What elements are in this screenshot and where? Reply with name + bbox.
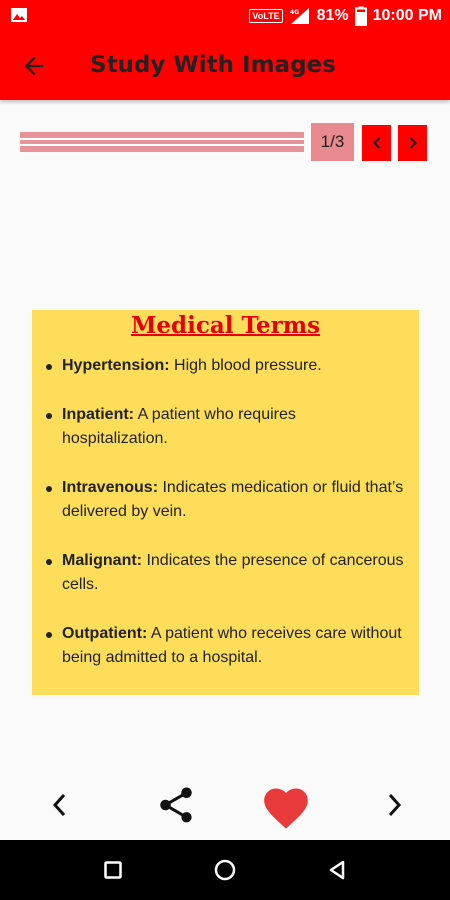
list-item xyxy=(46,549,406,597)
circle-icon xyxy=(214,859,236,881)
status-indicators xyxy=(249,0,442,32)
term-name: Hypertension: xyxy=(62,357,170,374)
list-item xyxy=(46,354,406,378)
term-name: Malignant: xyxy=(62,552,142,569)
list-item xyxy=(46,403,406,451)
recents-button[interactable] xyxy=(97,854,129,886)
share-button[interactable] xyxy=(152,781,200,829)
chevron-left-icon xyxy=(369,135,385,151)
share-icon xyxy=(155,784,197,826)
list-item xyxy=(46,622,406,670)
term-name: Outpatient: xyxy=(62,625,148,642)
term-definition: Indicates medication or fluid that’s delivered by vein. xyxy=(62,479,404,520)
favorite-button[interactable] xyxy=(258,781,314,831)
chevron-right-icon xyxy=(384,791,404,819)
triangle-back-icon xyxy=(327,860,347,880)
term-definition: A patient who requires hospitalization. xyxy=(62,406,296,447)
square-icon xyxy=(104,861,122,879)
next-image-button[interactable] xyxy=(398,125,427,161)
next-button[interactable] xyxy=(378,787,410,823)
chevron-left-icon xyxy=(50,791,70,819)
terms-list xyxy=(46,354,406,695)
heart-icon xyxy=(259,782,313,830)
back-button[interactable] xyxy=(20,52,48,80)
battery-percent: 81% xyxy=(316,7,349,24)
app-bar xyxy=(0,32,450,100)
arrow-back-icon xyxy=(20,52,48,80)
term-definition: High blood pressure. xyxy=(169,357,322,374)
system-back-button[interactable] xyxy=(321,854,353,886)
gallery-notification-icon xyxy=(10,7,28,23)
bottom-action-bar xyxy=(0,775,450,835)
page-counter: 1/3 xyxy=(311,123,354,161)
progress-bar xyxy=(20,132,304,152)
status-bar xyxy=(0,0,450,32)
card-title: Medical Terms xyxy=(130,312,321,339)
home-button[interactable] xyxy=(209,854,241,886)
previous-image-button[interactable] xyxy=(362,125,391,161)
term-definition: Indicates the presence of cancerous cells. xyxy=(62,552,404,593)
study-image xyxy=(32,310,419,695)
network-type: 4G xyxy=(289,9,299,16)
term-definition: A patient who receives care without being admitted to a hospital. xyxy=(62,625,402,666)
volte-badge: VoLTE xyxy=(249,9,282,23)
system-nav-bar xyxy=(0,840,450,900)
battery-icon xyxy=(355,6,367,26)
list-item xyxy=(46,476,406,524)
term-name: Intravenous: xyxy=(62,479,159,496)
clock: 10:00 PM xyxy=(372,7,442,24)
term-name: Inpatient: xyxy=(62,406,134,423)
page-title: Study With Images xyxy=(90,52,336,78)
signal-icon xyxy=(289,7,311,25)
previous-button[interactable] xyxy=(44,787,76,823)
chevron-right-icon xyxy=(405,135,421,151)
